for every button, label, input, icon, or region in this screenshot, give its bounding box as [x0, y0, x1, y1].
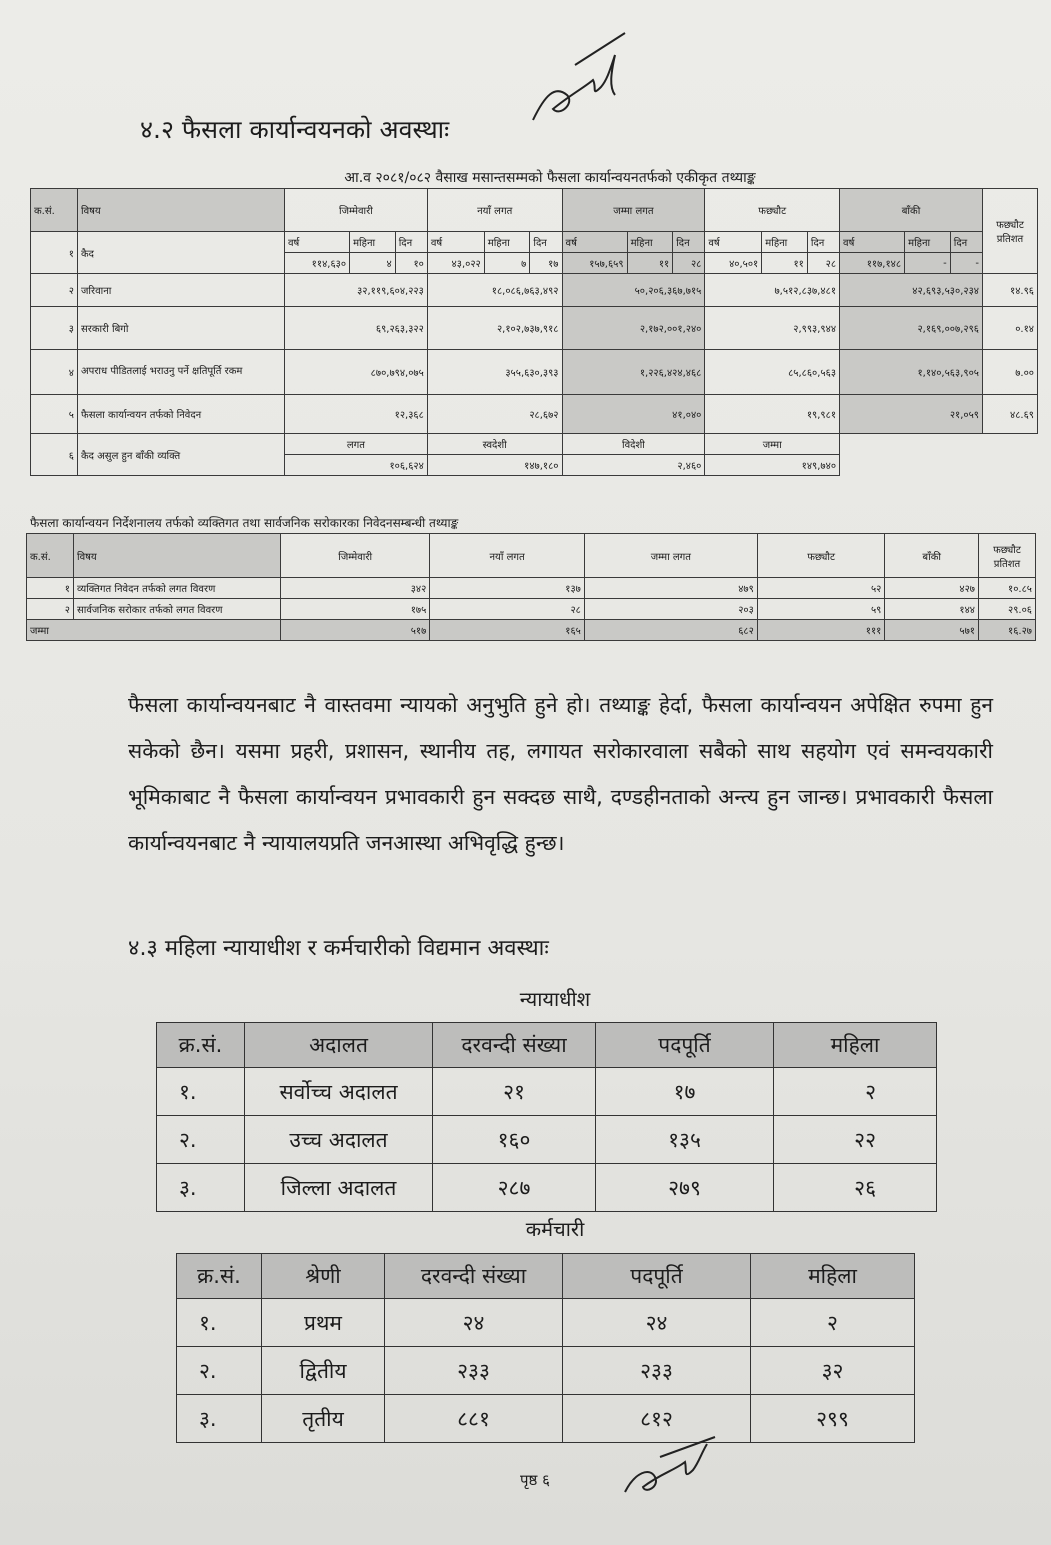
table-row [157, 1164, 937, 1212]
cell: २६ [774, 1164, 937, 1212]
cell: १,२२६,४२४,४६८ [562, 350, 705, 395]
r1-sn: १ [27, 578, 74, 599]
cell: ३२,११९,६०४,२२३ [285, 274, 428, 307]
table-row [157, 1116, 937, 1164]
judges-table [156, 1022, 937, 1212]
th-new: नयाँ लगत [427, 189, 562, 232]
cell: २१,०५९ [840, 395, 983, 434]
cell: २२ [774, 1116, 937, 1164]
cell: १३५ [596, 1116, 774, 1164]
body-paragraph: फैसला कार्यान्वयनबाट नै वास्तवमा न्यायको अनुभुति हुने हो। तथ्याङ्क हेर्दा, फैसला कार्यान्वयन अपेक्षित रुपमा हुन सकेको छैन। यसमा प्रहरी, प्रशासन, स्थानीय तह, लगायत सरोकारवाला सबैको साथ सहयोग एवं समन्वयकारी भूमिकाबाट नै फैसला कार्यान्वयन प्रभावकारी हुन सक्दछ साथै, दण्डहीनताको अन्त्य हुन जान्छ। प्रभावकारी फैसला कार्यान्वयनबाट नै न्यायालयप्रति जनआस्था अभिवृद्धि हुन्छ। [128, 693, 993, 855]
th-total: जम्मा लगत [562, 189, 705, 232]
row2-subject: जरिवाना [78, 274, 285, 307]
cell: ११४,६३० [285, 253, 350, 274]
row4-sn: ४ [31, 350, 78, 395]
cell: ४२,६९३,५३०,२३४ [840, 274, 983, 307]
cell: १,१४०,५६३,९०५ [840, 350, 983, 395]
th: पदपूर्ति [596, 1023, 774, 1068]
cell: १४४ [885, 599, 979, 620]
cell: ८७०,७९४,०७५ [285, 350, 428, 395]
th: पदपूर्ति [563, 1254, 751, 1299]
cell: ३. [177, 1395, 262, 1443]
staff-caption: कर्मचारी [525, 1217, 585, 1241]
cell: ५१७ [281, 620, 430, 641]
cell: ५०,२०६,३६७,७१५ [562, 274, 705, 307]
cell: ४१,०४० [562, 395, 705, 434]
petition-table [26, 533, 1036, 641]
cell: ४७९ [584, 578, 757, 599]
cell: १९,९८१ [705, 395, 840, 434]
cell: १७ [530, 253, 562, 274]
th: महिला [774, 1023, 937, 1068]
cell: २,१६९,००७,२९६ [840, 307, 983, 350]
th-responsibility: जिम्मेवारी [281, 534, 430, 578]
cell: - [950, 253, 982, 274]
cell: ८१२ [563, 1395, 751, 1443]
cell: उच्च अदालत [245, 1116, 433, 1164]
cell: १. [177, 1299, 262, 1347]
row2-sn: २ [31, 274, 78, 307]
row5-subject: फैसला कार्यान्वयन तर्फको निवेदन [78, 395, 285, 434]
th-subject: विषय [74, 534, 281, 578]
cell: २३३ [563, 1347, 751, 1395]
cell: २,१७२,००१,२४० [562, 307, 705, 350]
table1-caption: आ.व २०८१/०८२ वैसाख मसान्तसम्मको फैसला कार्यान्वयनतर्फको एकीकृत तथ्याङ्क [344, 170, 756, 186]
cell: ७ [484, 253, 530, 274]
r1-subject: व्यक्तिगत निवेदन तर्फको लगत विवरण [74, 578, 281, 599]
row6-label: स्वदेशी [427, 434, 562, 455]
cell: ३२ [751, 1347, 915, 1395]
sub-day: दिन [395, 232, 427, 253]
sub-day: दिन [950, 232, 982, 253]
cell: २. [157, 1116, 245, 1164]
sub-day: दिन [530, 232, 562, 253]
cell: ४०,५०१ [705, 253, 762, 274]
cell: ३४२ [281, 578, 430, 599]
th-new: नयाँ लगत [430, 534, 585, 578]
sub-month: महिना [905, 232, 951, 253]
cell: १० [395, 253, 427, 274]
th: महिला [751, 1254, 915, 1299]
cell: २,४६० [562, 455, 705, 476]
cell: ४ [350, 253, 396, 274]
cell: १. [157, 1068, 245, 1116]
cell: २१ [433, 1068, 596, 1116]
cell: ६९,२६३,३२२ [285, 307, 428, 350]
cell: ४२७ [885, 578, 979, 599]
cell: ८५,८६०,५६३ [705, 350, 840, 395]
cell: प्रथम [262, 1299, 385, 1347]
cell: १६० [433, 1116, 596, 1164]
cell: द्वितीय [262, 1347, 385, 1395]
cell: २८,६७२ [427, 395, 562, 434]
cell: ५९ [757, 599, 885, 620]
th-total: जम्मा लगत [584, 534, 757, 578]
cell: २८ [673, 253, 705, 274]
cell-percent: १४.९६ [983, 274, 1038, 307]
table2-caption: फैसला कार्यान्वयन निर्देशनालय तर्फको व्यक्तिगत तथा सार्वजनिक सरोकारका निवेदनसम्बन्धी तथ्याङ्क [30, 516, 459, 530]
sub-month: महिना [762, 232, 808, 253]
cell: ५७१ [885, 620, 979, 641]
cell-percent: १०.८५ [979, 578, 1036, 599]
cell: ८८१ [385, 1395, 563, 1443]
section-heading-4-3: ४.३ महिला न्यायाधीश र कर्मचारीको विद्यमान अवस्थाः [128, 936, 549, 961]
sub-year: वर्ष [427, 232, 484, 253]
th: दरवन्दी संख्या [385, 1254, 563, 1299]
cell: १२,३६८ [285, 395, 428, 434]
cell-percent: ०.१४ [983, 307, 1038, 350]
sub-year: वर्ष [562, 232, 627, 253]
row6-sn: ६ [31, 434, 78, 476]
th: क्र.सं. [177, 1254, 262, 1299]
sub-year: वर्ष [840, 232, 905, 253]
th-sn: क.सं. [27, 534, 74, 578]
row6-subject: कैद असुल हुन बाँकी व्यक्ति [78, 434, 285, 476]
cell-percent: १६.२७ [979, 620, 1036, 641]
cell: १७५ [281, 599, 430, 620]
table-row [177, 1395, 915, 1443]
cell: ६८२ [584, 620, 757, 641]
signature-top [515, 25, 630, 135]
table-row [157, 1068, 937, 1116]
cell: १११ [757, 620, 885, 641]
cell: जिल्ला अदालत [245, 1164, 433, 1212]
cell: २३३ [385, 1347, 563, 1395]
sub-year: वर्ष [285, 232, 350, 253]
cell: २४ [385, 1299, 563, 1347]
row6-label: लगत [285, 434, 428, 455]
th-remaining: बाँकी [885, 534, 979, 578]
row3-subject: सरकारी बिगो [78, 307, 285, 350]
cell: १६५ [430, 620, 585, 641]
r2-sn: २ [27, 599, 74, 620]
cell: १५७,६५९ [562, 253, 627, 274]
cell: तृतीय [262, 1395, 385, 1443]
cell-percent: ४८.६९ [983, 395, 1038, 434]
th-percent: फछ्यौट प्रतिशत [979, 534, 1036, 578]
cell: ११ [627, 253, 673, 274]
cell: २ [751, 1299, 915, 1347]
page-number: पृष्ठ ६ [520, 1471, 550, 1489]
cell-percent: ७.०० [983, 350, 1038, 395]
cell: २,९९३,९४४ [705, 307, 840, 350]
cell: ५२ [757, 578, 885, 599]
cell: ३. [157, 1164, 245, 1212]
th-percent: फछ्यौट प्रतिशत [983, 189, 1038, 274]
judges-caption: न्यायाधीश [519, 987, 591, 1011]
row1-sn: १ [31, 232, 78, 274]
cell: २,१०२,७३७,९१८ [427, 307, 562, 350]
cell: १८,०८६,७६३,४९२ [427, 274, 562, 307]
sub-day: दिन [807, 232, 839, 253]
cell-percent: २९.०६ [979, 599, 1036, 620]
sub-month: महिना [350, 232, 396, 253]
r2-subject: सार्वजनिक सरोकार तर्फको लगत विवरण [74, 599, 281, 620]
cell: २४ [563, 1299, 751, 1347]
cell: २९९ [751, 1395, 915, 1443]
row5-sn: ५ [31, 395, 78, 434]
cell: १३७ [430, 578, 585, 599]
cell: २०३ [584, 599, 757, 620]
sub-day: दिन [673, 232, 705, 253]
th-settled: फछ्यौट [705, 189, 840, 232]
row6-label: जम्मा [705, 434, 840, 455]
staff-table [176, 1253, 915, 1443]
cell: ४३,०२२ [427, 253, 484, 274]
cell: ११ [762, 253, 808, 274]
cell: १०६,६२४ [285, 455, 428, 476]
sub-month: महिना [627, 232, 673, 253]
cell: - [905, 253, 951, 274]
cell: २. [177, 1347, 262, 1395]
signature-bottom [615, 1432, 725, 1512]
th-settled: फछ्यौट [757, 534, 885, 578]
th-responsibility: जिम्मेवारी [285, 189, 428, 232]
table-row [177, 1347, 915, 1395]
cell: १४७,१८० [427, 455, 562, 476]
th: क्र.सं. [157, 1023, 245, 1068]
cell: ७,५१२,८३७,४८१ [705, 274, 840, 307]
row3-sn: ३ [31, 307, 78, 350]
cell: ११७,१४८ [840, 253, 905, 274]
cell: २८ [807, 253, 839, 274]
cell: २७९ [596, 1164, 774, 1212]
th-remaining: बाँकी [840, 189, 983, 232]
th: दरवन्दी संख्या [433, 1023, 596, 1068]
row4-subject: अपराध पीडितलाई भराउनु पर्ने क्षतिपूर्ति रकम [78, 350, 285, 395]
row1-subject: कैद [78, 232, 285, 274]
table-row [177, 1299, 915, 1347]
cell: २८ [430, 599, 585, 620]
cell: सर्वोच्च अदालत [245, 1068, 433, 1116]
sub-year: वर्ष [705, 232, 762, 253]
row6-label: विदेशी [562, 434, 705, 455]
th-subject: विषय [78, 189, 285, 232]
cell: २८७ [433, 1164, 596, 1212]
execution-summary-table [30, 188, 1038, 476]
cell: २ [774, 1068, 937, 1116]
total-label: जम्मा [27, 620, 281, 641]
section-heading-4-2: ४.२ फैसला कार्यान्वयनको अवस्थाः [140, 115, 450, 144]
sub-month: महिना [484, 232, 530, 253]
cell: ३५५,६३०,३९३ [427, 350, 562, 395]
th: अदालत [245, 1023, 433, 1068]
cell: १७ [596, 1068, 774, 1116]
th: श्रेणी [262, 1254, 385, 1299]
cell: १४९,७४० [705, 455, 840, 476]
th-sn: क.सं. [31, 189, 78, 232]
